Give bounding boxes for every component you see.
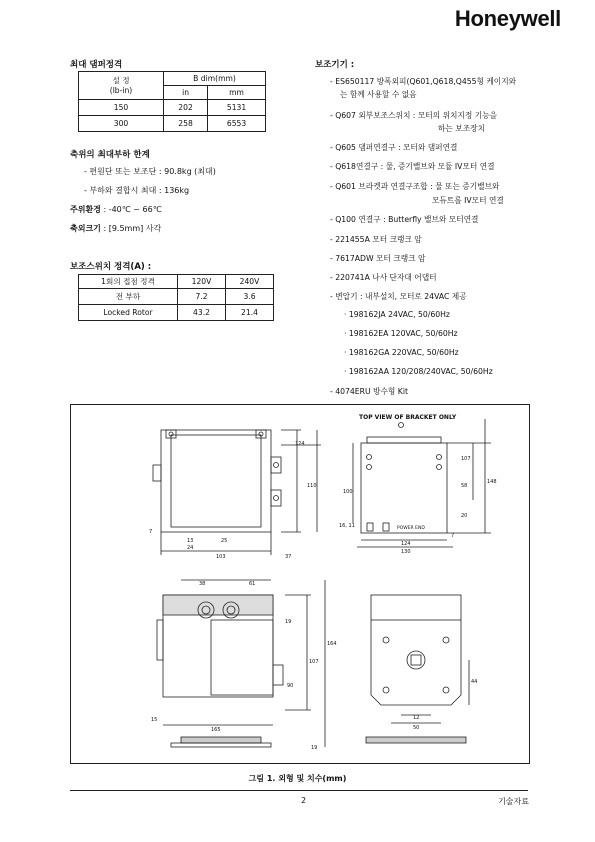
accessory-item: - Q100 연결구 : Butterfly 밸브와 모터연결 bbox=[330, 215, 479, 224]
footer-rule bbox=[70, 790, 528, 791]
ambient-line: 주위환경 : -40℃ ~ 66℃ bbox=[70, 205, 162, 214]
accessory-item: 모듀트롤 IV모터 연결 bbox=[432, 196, 504, 205]
bracket-top-view bbox=[361, 443, 447, 533]
dim-label: 107 bbox=[309, 659, 319, 665]
top-view-label: TOP VIEW OF BRACKET ONLY bbox=[359, 414, 457, 421]
accessory-item: - 7617ADW 모터 크랭크 암 bbox=[330, 254, 426, 263]
dim-label: 20 bbox=[461, 513, 468, 519]
accessory-item: - Q607 외부보조스위치 : 모터의 위치지정 기능을 bbox=[330, 111, 497, 120]
motor-top-body bbox=[161, 430, 271, 532]
header-setting: 설 정 (lb-in) bbox=[79, 72, 164, 100]
dim-label: 19 bbox=[285, 619, 292, 625]
accessory-item: · 198162JA 24VAC, 50/60Hz bbox=[344, 310, 450, 319]
dim-label: 7 bbox=[149, 529, 153, 535]
header-bdim: B dim(mm) bbox=[164, 72, 266, 86]
switch-rating-table: 1회의 접점 정격 120V 240V 전 부하 7.2 3.6 Locked Rotor 43.2 21.4 bbox=[78, 274, 274, 321]
header-in: in bbox=[164, 86, 208, 100]
load-item: - 편원단 또는 보조단 : 90.8kg (최대) bbox=[84, 167, 216, 176]
accessory-item: - Q605 댐퍼연결구 : 모터와 댐퍼연결 bbox=[330, 143, 458, 152]
shaft-size-line: 축외크기 : [9.5mm] 사각 bbox=[70, 224, 162, 233]
dim-label: 110 bbox=[307, 483, 317, 489]
accessory-item: - Q618연결구 : 물, 증기밸브와 모듈 IV모터 연결 bbox=[330, 162, 495, 171]
accessory-item: 하는 보조장치 bbox=[438, 124, 486, 133]
table-row: 150 202 5131 bbox=[79, 100, 266, 116]
dimension-figure bbox=[70, 404, 530, 764]
dim-label: 15 bbox=[151, 717, 158, 723]
dim-label: 58 bbox=[461, 483, 468, 489]
dim-label: 107 bbox=[461, 456, 471, 462]
accessory-item: · 198162GA 220VAC, 50/60Hz bbox=[344, 348, 459, 357]
figure-caption: 그림 1. 외형 및 치수(mm) bbox=[248, 774, 347, 783]
honeywell-logo: Honeywell bbox=[454, 6, 561, 31]
dim-label: 148 bbox=[487, 479, 497, 485]
dim-label: 16, 11 bbox=[339, 523, 355, 529]
dim-label: 7 bbox=[451, 533, 455, 539]
dim-label: 100 bbox=[343, 489, 353, 495]
switch-rating-title: 보조스위치 정격(A) : bbox=[70, 262, 152, 272]
damper-rating-title: 최대 댐퍼정격 bbox=[70, 60, 123, 70]
accessory-item: - 220741A 나사 단자대 어댑터 bbox=[330, 273, 437, 282]
footer-label: 기술자료 bbox=[498, 797, 529, 806]
dim-label: 164 bbox=[327, 641, 337, 647]
dim-label: 124 bbox=[401, 541, 411, 547]
accessories-title: 보조기기 : bbox=[315, 60, 355, 70]
table-row: 300 258 6553 bbox=[79, 116, 266, 132]
table-row: Locked Rotor 43.2 21.4 bbox=[79, 305, 274, 321]
accessory-item: - 변압기 : 내부설치, 모터로 24VAC 제공 bbox=[330, 292, 467, 301]
dim-label: 38 bbox=[199, 581, 206, 587]
dim-label: 19 bbox=[311, 745, 318, 751]
accessory-item: 는 함께 사용할 수 없음 bbox=[340, 90, 417, 99]
dim-label: 25 bbox=[221, 538, 228, 544]
accessory-item: - ES650117 방폭외피(Q601,Q618,Q455형 케이지와 bbox=[330, 77, 517, 86]
dim-label: 90 bbox=[287, 683, 294, 689]
dim-label: 24 bbox=[187, 545, 194, 551]
dimension-drawing bbox=[71, 405, 529, 763]
accessory-item: - Q601 브라켓과 연결구조합 : 물 또는 증기밸브와 bbox=[330, 182, 500, 191]
load-limit-title: 축위의 최대부하 한계 bbox=[70, 150, 150, 160]
page-number: 2 bbox=[301, 796, 307, 805]
load-item: - 부하와 결합시 최대 : 136kg bbox=[84, 186, 190, 195]
table-row: 전 부하 7.2 3.6 bbox=[79, 289, 274, 305]
bracket-side-top bbox=[371, 595, 461, 620]
dim-label: 165 bbox=[211, 727, 221, 733]
accessory-item: - 4074ERU 방수형 Kit bbox=[330, 387, 408, 396]
power-end-label: POWER END bbox=[397, 526, 425, 531]
dim-label: 37 bbox=[285, 554, 292, 560]
dim-label: 12 bbox=[413, 715, 420, 721]
header-mm: mm bbox=[208, 86, 266, 100]
damper-rating-table bbox=[78, 71, 266, 132]
dim-label: 50 bbox=[413, 725, 420, 731]
dim-label: 130 bbox=[401, 549, 411, 555]
dim-label: 13 bbox=[187, 538, 194, 544]
dim-label: 124 bbox=[295, 441, 305, 447]
accessory-item: · 198162AA 120/208/240VAC, 50/60Hz bbox=[344, 367, 493, 376]
accessory-item: - 221455A 모터 크랭크 암 bbox=[330, 235, 422, 244]
dim-label: 44 bbox=[471, 679, 478, 685]
dim-label: 103 bbox=[216, 554, 226, 560]
dim-label: 61 bbox=[249, 581, 256, 587]
accessory-item: · 198162EA 120VAC, 50/60Hz bbox=[344, 329, 458, 338]
